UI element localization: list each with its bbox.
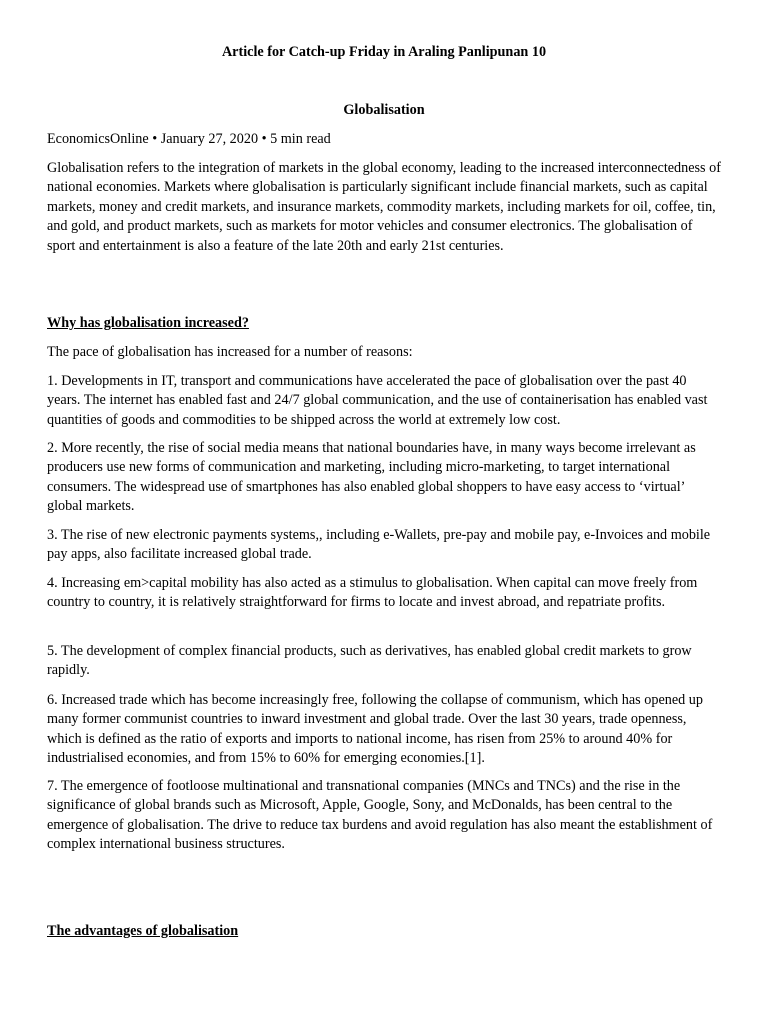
document-heading: Article for Catch-up Friday in Araling Panlipunan 10 [221, 44, 547, 60]
reason-item-2: 2. More recently, the rise of social media means that national boundaries have, in many ways become irrelevant as producers use new forms of communication and marketing, including micro-marketing, to target international consumers. The widespread use of smartphones has also enabled global shoppers to have easy access to ‘virtual’ global markets. [47, 440, 696, 515]
article-title: Globalisation [343, 102, 425, 118]
intro-paragraph: Globalisation refers to the integration of markets in the global economy, leading to the increased interconnectedness of national economies. Markets where globalisation is particularly significant include financial markets, such as capital markets, money and credit markets, and insurance markets, commodity markets, including markets for oil, coffee, tin, and gold, and product markets, such as markets for motor vehicles and consumer electronics. The globalisation of sport and entertainment is also a feature of the late 20th and early 21st centuries. [47, 160, 721, 254]
article-byline: EconomicsOnline • January 27, 2020 • 5 min read [47, 131, 331, 147]
reason-item-1: 1. Developments in IT, transport and communications have accelerated the pace of globalisation over the past 40 years. The internet has enabled fast and 24/7 global communication, and the use of containerisation has enabled vast quantities of goods and commodities to be shipped across the world at extremely low cost. [47, 373, 708, 428]
reason-item-5: 5. The development of complex financial products, such as derivatives, has enabled global credit markets to grow rapidly. [47, 643, 692, 679]
reason-item-7: 7. The emergence of footloose multinational and transnational companies (MNCs and TNCs) and the rise in the significance of global brands such as Microsoft, Apple, Google, Sony, and McDonalds, has been central to the emergence of globalisation. The drive to reduce tax burdens and avoid regulation has also meant the establishment of complex international business structures. [47, 778, 713, 853]
reason-item-3: 3. The rise of new electronic payments systems,, including e-Wallets, pre-pay and mobile pay, e-Invoices and mobile pay apps, also facilitate increased global trade. [47, 527, 711, 563]
reason-item-4: 4. Increasing em>capital mobility has also acted as a stimulus to globalisation. When capital can move freely from country to country, it is relatively straightforward for firms to locate and invest abroad, and repatriate profits. [47, 575, 698, 611]
section-heading-advantages: The advantages of globalisation [47, 923, 239, 939]
section-heading-why: Why has globalisation increased? [47, 315, 249, 331]
reason-item-6: 6. Increased trade which has become increasingly free, following the collapse of communism, which has opened up many former communist countries to inward investment and global trade. Over the last 30 years, trade openness, which is defined as the ratio of exports and imports to national income, has risen from 25% to around 40% for industrialised economies, and from 15% to 60% for emerging economies.[1]. [47, 692, 703, 767]
section-intro-paragraph: The pace of globalisation has increased for a number of reasons: [47, 344, 413, 360]
